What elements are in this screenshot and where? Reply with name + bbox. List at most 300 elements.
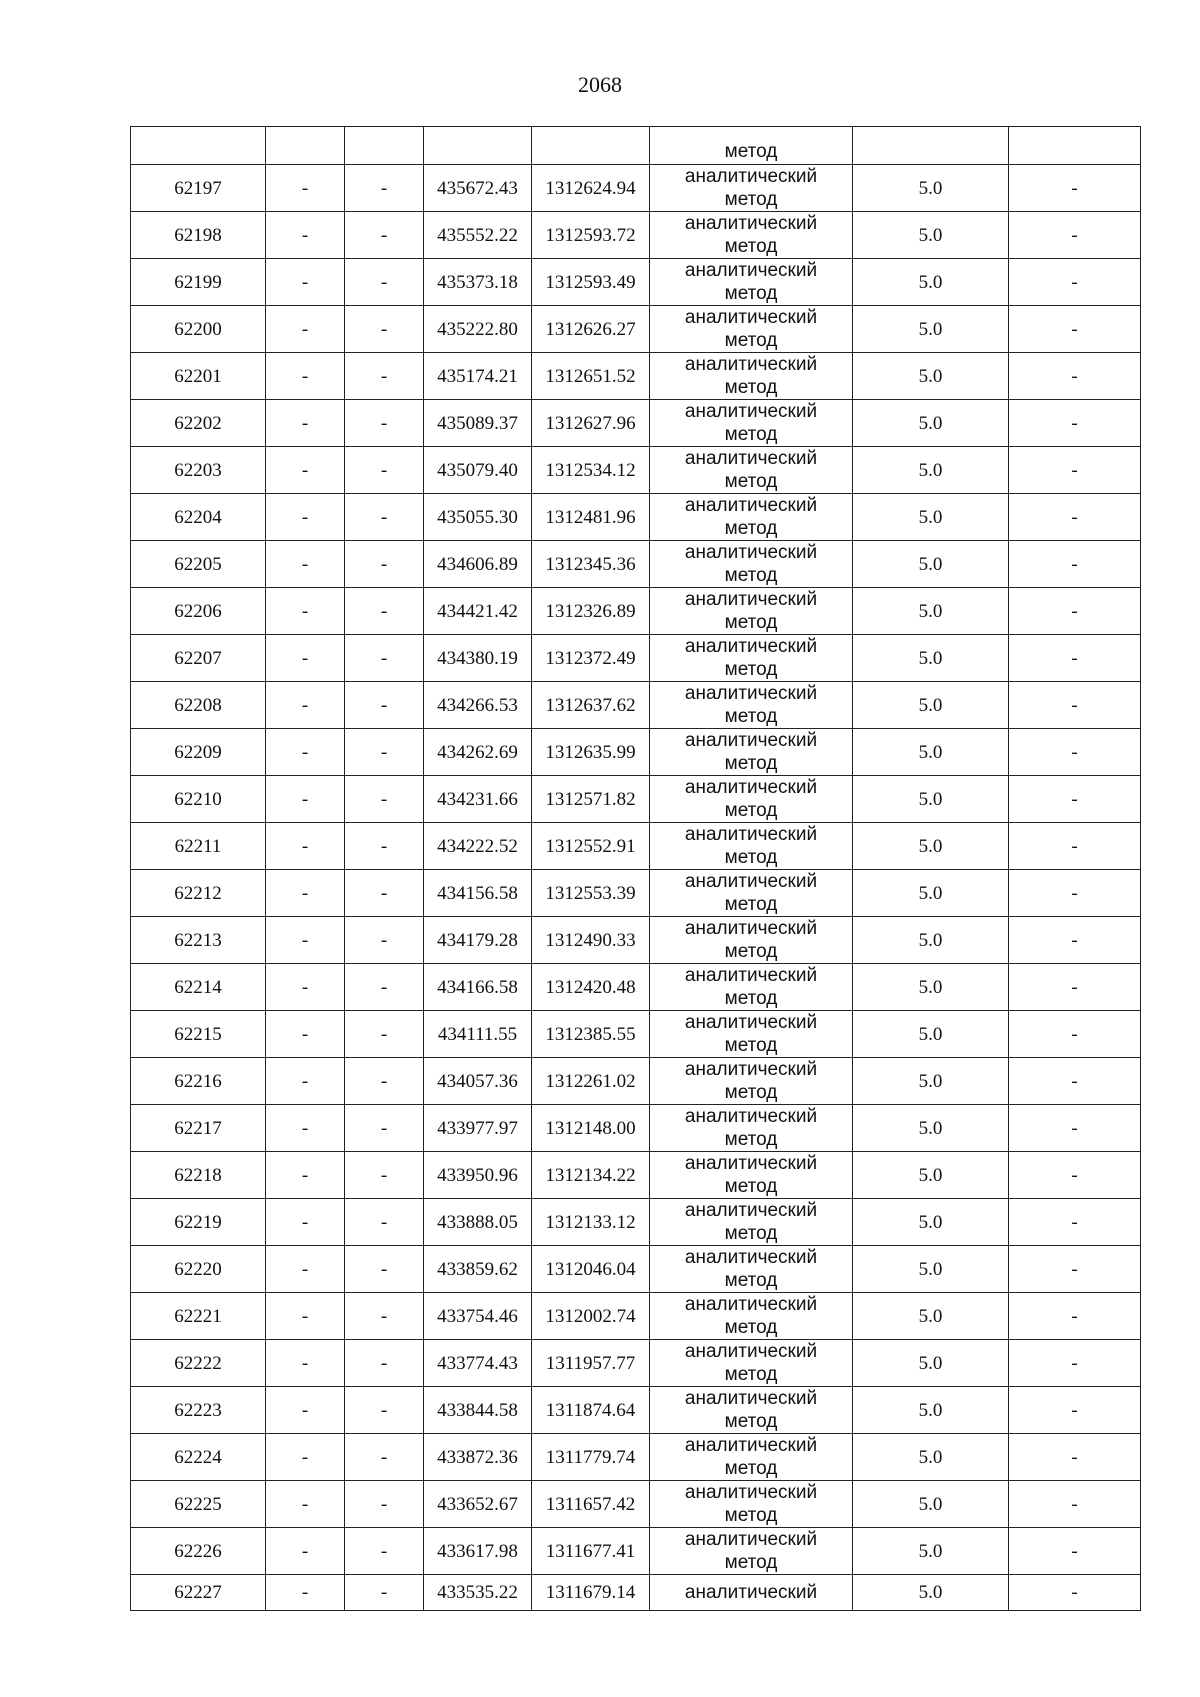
- cell-y: 1312627.96: [532, 400, 650, 447]
- cell-accuracy: 5.0: [853, 1011, 1009, 1058]
- cell-x: 434606.89: [424, 541, 532, 588]
- method-line-2: метод: [724, 800, 778, 821]
- method-line-2: метод: [724, 140, 778, 162]
- cell-col3: -: [345, 1340, 424, 1387]
- table-row: [131, 212, 1141, 259]
- cell-accuracy: 5.0: [853, 212, 1009, 259]
- cell-x: 434111.55: [424, 1011, 532, 1058]
- cell-col2: -: [266, 635, 345, 682]
- cell-x: 435222.80: [424, 306, 532, 353]
- cell-accuracy: 5.0: [853, 1481, 1009, 1528]
- method-line-2: метод: [724, 1176, 778, 1197]
- cell-accuracy: 5.0: [853, 400, 1009, 447]
- cell-col8: -: [1009, 1199, 1141, 1246]
- cell-y: 1312651.52: [532, 353, 650, 400]
- method-line-1: аналитический: [684, 448, 818, 469]
- cell-col3: -: [345, 823, 424, 870]
- cell-x: 433859.62: [424, 1246, 532, 1293]
- cell-col8: -: [1009, 1152, 1141, 1199]
- cell-x: 435552.22: [424, 212, 532, 259]
- table-row: [131, 353, 1141, 400]
- cell-accuracy: 5.0: [853, 165, 1009, 212]
- cell-x: 435174.21: [424, 353, 532, 400]
- table-row: [131, 1105, 1141, 1152]
- cell-col8: -: [1009, 353, 1141, 400]
- table-row: [131, 1434, 1141, 1481]
- cell-col2: -: [266, 917, 345, 964]
- cell-col2: -: [266, 400, 345, 447]
- cell-method: [650, 1246, 853, 1293]
- cell-col8: -: [1009, 1011, 1141, 1058]
- method-line-2: метод: [724, 988, 778, 1009]
- cell-col3: -: [345, 682, 424, 729]
- cell-x: 435079.40: [424, 447, 532, 494]
- cell-x: 434231.66: [424, 776, 532, 823]
- cell-point-id: 62201: [131, 353, 266, 400]
- cell-col3: -: [345, 870, 424, 917]
- cell-point-id: 62202: [131, 400, 266, 447]
- cell-col8: -: [1009, 400, 1141, 447]
- cell-col2: [266, 127, 345, 165]
- cell-y: 1311679.14: [532, 1575, 650, 1611]
- cell-y: 1312593.49: [532, 259, 650, 306]
- cell-col2: -: [266, 212, 345, 259]
- cell-col3: [345, 127, 424, 165]
- table-row: [131, 1528, 1141, 1575]
- cell-y: 1312345.36: [532, 541, 650, 588]
- cell-accuracy: 5.0: [853, 1105, 1009, 1152]
- cell-accuracy: [853, 127, 1009, 165]
- cell-col2: -: [266, 588, 345, 635]
- cell-x: [424, 127, 532, 165]
- cell-col8: -: [1009, 494, 1141, 541]
- cell-accuracy: 5.0: [853, 1058, 1009, 1105]
- cell-accuracy: 5.0: [853, 1152, 1009, 1199]
- cell-col2: -: [266, 494, 345, 541]
- cell-y: 1312552.91: [532, 823, 650, 870]
- cell-x: 434166.58: [424, 964, 532, 1011]
- cell-col2: -: [266, 1199, 345, 1246]
- table-row: [131, 494, 1141, 541]
- cell-point-id: 62214: [131, 964, 266, 1011]
- method-line-2: метод: [724, 659, 778, 680]
- cell-col3: -: [345, 494, 424, 541]
- cell-accuracy: 5.0: [853, 635, 1009, 682]
- cell-x: 434421.42: [424, 588, 532, 635]
- method-line-1: аналитический: [684, 683, 818, 704]
- method-line-1: аналитический: [684, 213, 818, 234]
- cell-col3: -: [345, 212, 424, 259]
- cell-method: [650, 541, 853, 588]
- method-line-1: аналитический: [684, 166, 818, 187]
- cell-col3: -: [345, 447, 424, 494]
- table-row: [131, 776, 1141, 823]
- table-row: [131, 1293, 1141, 1340]
- method-line-2: метод: [724, 847, 778, 868]
- method-line-2: метод: [724, 424, 778, 445]
- cell-col8: -: [1009, 1387, 1141, 1434]
- cell-accuracy: 5.0: [853, 823, 1009, 870]
- table-row: [131, 729, 1141, 776]
- cell-accuracy: 5.0: [853, 1575, 1009, 1611]
- table-row: [131, 1011, 1141, 1058]
- cell-x: 433774.43: [424, 1340, 532, 1387]
- cell-col8: [1009, 127, 1141, 165]
- cell-method: [650, 776, 853, 823]
- cell-y: 1312420.48: [532, 964, 650, 1011]
- cell-point-id: 62208: [131, 682, 266, 729]
- method-line-1: аналитический: [684, 1153, 818, 1174]
- cell-col2: -: [266, 541, 345, 588]
- cell-col2: -: [266, 1387, 345, 1434]
- cell-col2: -: [266, 353, 345, 400]
- method-line-2: метод: [724, 1317, 778, 1338]
- cell-accuracy: 5.0: [853, 1387, 1009, 1434]
- cell-method: [650, 964, 853, 1011]
- cell-col8: -: [1009, 1340, 1141, 1387]
- cell-accuracy: 5.0: [853, 494, 1009, 541]
- cell-accuracy: 5.0: [853, 776, 1009, 823]
- cell-col8: -: [1009, 870, 1141, 917]
- cell-accuracy: 5.0: [853, 682, 1009, 729]
- table-row: [131, 165, 1141, 212]
- cell-y: 1312490.33: [532, 917, 650, 964]
- method-line-2: метод: [724, 283, 778, 304]
- cell-x: 434380.19: [424, 635, 532, 682]
- cell-accuracy: 5.0: [853, 1199, 1009, 1246]
- cell-method: [650, 127, 853, 165]
- method-line-1: аналитический: [684, 824, 818, 845]
- table-row: [131, 1058, 1141, 1105]
- method-line-1: аналитический: [684, 918, 818, 939]
- cell-col8: -: [1009, 1528, 1141, 1575]
- method-line-1: аналитический: [684, 1482, 818, 1503]
- cell-method: [650, 823, 853, 870]
- cell-point-id: 62222: [131, 1340, 266, 1387]
- cell-y: 1312385.55: [532, 1011, 650, 1058]
- cell-col8: -: [1009, 635, 1141, 682]
- cell-method: [650, 1387, 853, 1434]
- cell-col3: -: [345, 400, 424, 447]
- cell-col8: -: [1009, 1481, 1141, 1528]
- cell-col8: -: [1009, 964, 1141, 1011]
- cell-x: 435373.18: [424, 259, 532, 306]
- table-row: [131, 964, 1141, 1011]
- method-line-1: аналитический: [684, 1582, 818, 1603]
- table-row: [131, 400, 1141, 447]
- cell-method: [650, 1058, 853, 1105]
- table-body: [131, 127, 1141, 1611]
- cell-point-id: 62197: [131, 165, 266, 212]
- cell-col8: -: [1009, 1434, 1141, 1481]
- cell-point-id: 62219: [131, 1199, 266, 1246]
- cell-y: 1312534.12: [532, 447, 650, 494]
- cell-col3: -: [345, 1152, 424, 1199]
- cell-col3: -: [345, 776, 424, 823]
- cell-col3: -: [345, 917, 424, 964]
- cell-col3: -: [345, 353, 424, 400]
- cell-method: [650, 1575, 853, 1611]
- cell-col3: -: [345, 541, 424, 588]
- cell-y: 1312261.02: [532, 1058, 650, 1105]
- cell-method: [650, 1293, 853, 1340]
- cell-x: 434262.69: [424, 729, 532, 776]
- table-row: [131, 1246, 1141, 1293]
- cell-col2: -: [266, 1246, 345, 1293]
- cell-point-id: 62200: [131, 306, 266, 353]
- method-line-1: аналитический: [684, 1106, 818, 1127]
- method-line-2: метод: [724, 941, 778, 962]
- table-row: [131, 541, 1141, 588]
- cell-point-id: 62220: [131, 1246, 266, 1293]
- cell-method: [650, 917, 853, 964]
- cell-col3: -: [345, 1293, 424, 1340]
- method-line-1: аналитический: [684, 1012, 818, 1033]
- method-line-1: аналитический: [684, 1059, 818, 1080]
- cell-y: [532, 127, 650, 165]
- cell-col2: -: [266, 1528, 345, 1575]
- cell-col8: -: [1009, 541, 1141, 588]
- cell-method: [650, 729, 853, 776]
- cell-method: [650, 165, 853, 212]
- cell-point-id: [131, 127, 266, 165]
- cell-y: 1312372.49: [532, 635, 650, 682]
- cell-col8: -: [1009, 1246, 1141, 1293]
- cell-method: [650, 1528, 853, 1575]
- method-line-1: аналитический: [684, 965, 818, 986]
- cell-accuracy: 5.0: [853, 259, 1009, 306]
- table-row: [131, 1481, 1141, 1528]
- cell-col3: -: [345, 588, 424, 635]
- method-line-2: метод: [724, 189, 778, 210]
- method-line-1: аналитический: [684, 871, 818, 892]
- cell-method: [650, 353, 853, 400]
- cell-x: 433535.22: [424, 1575, 532, 1611]
- method-line-1: аналитический: [684, 1200, 818, 1221]
- method-line-2: метод: [724, 1458, 778, 1479]
- cell-method: [650, 1434, 853, 1481]
- cell-point-id: 62203: [131, 447, 266, 494]
- method-line-2: метод: [724, 565, 778, 586]
- cell-col3: -: [345, 1058, 424, 1105]
- cell-col3: -: [345, 1011, 424, 1058]
- cell-point-id: 62217: [131, 1105, 266, 1152]
- continued-row: [131, 127, 1141, 165]
- table-row: [131, 823, 1141, 870]
- cell-method: [650, 682, 853, 729]
- cell-col3: -: [345, 635, 424, 682]
- cell-method: [650, 494, 853, 541]
- method-line-1: аналитический: [684, 1435, 818, 1456]
- cell-accuracy: 5.0: [853, 870, 1009, 917]
- cell-method: [650, 447, 853, 494]
- table-row: [131, 447, 1141, 494]
- cell-point-id: 62216: [131, 1058, 266, 1105]
- cell-y: 1312593.72: [532, 212, 650, 259]
- cell-col8: -: [1009, 165, 1141, 212]
- cell-col3: -: [345, 1481, 424, 1528]
- table-row: [131, 259, 1141, 306]
- cell-col8: -: [1009, 259, 1141, 306]
- cell-accuracy: 5.0: [853, 1340, 1009, 1387]
- cell-col3: -: [345, 729, 424, 776]
- method-line-1: аналитический: [684, 1247, 818, 1268]
- cell-col3: -: [345, 165, 424, 212]
- cell-accuracy: 5.0: [853, 1293, 1009, 1340]
- cell-y: 1312148.00: [532, 1105, 650, 1152]
- cell-accuracy: 5.0: [853, 447, 1009, 494]
- cell-col2: -: [266, 1575, 345, 1611]
- cell-point-id: 62206: [131, 588, 266, 635]
- cell-method: [650, 212, 853, 259]
- cell-point-id: 62205: [131, 541, 266, 588]
- method-line-2: метод: [724, 612, 778, 633]
- cell-point-id: 62204: [131, 494, 266, 541]
- cell-x: 434266.53: [424, 682, 532, 729]
- cell-col3: -: [345, 259, 424, 306]
- method-line-2: метод: [724, 753, 778, 774]
- cell-col3: -: [345, 1246, 424, 1293]
- cell-x: 433754.46: [424, 1293, 532, 1340]
- cell-point-id: 62207: [131, 635, 266, 682]
- cell-col3: -: [345, 1575, 424, 1611]
- method-line-1: аналитический: [684, 777, 818, 798]
- cell-y: 1312134.22: [532, 1152, 650, 1199]
- cell-x: 433977.97: [424, 1105, 532, 1152]
- cell-point-id: 62209: [131, 729, 266, 776]
- method-line-1: аналитический: [684, 636, 818, 657]
- cell-method: [650, 1199, 853, 1246]
- cell-col2: -: [266, 1434, 345, 1481]
- cell-col8: -: [1009, 729, 1141, 776]
- cell-col3: -: [345, 1528, 424, 1575]
- method-line-2: метод: [724, 1223, 778, 1244]
- cell-col3: -: [345, 1434, 424, 1481]
- table-row: [131, 870, 1141, 917]
- method-line-1: аналитический: [684, 495, 818, 516]
- cell-y: 1312624.94: [532, 165, 650, 212]
- method-line-1: аналитический: [684, 542, 818, 563]
- cell-col8: -: [1009, 447, 1141, 494]
- cell-point-id: 62199: [131, 259, 266, 306]
- cell-point-id: 62212: [131, 870, 266, 917]
- cell-point-id: 62225: [131, 1481, 266, 1528]
- cell-col8: -: [1009, 682, 1141, 729]
- cell-x: 434222.52: [424, 823, 532, 870]
- method-line-1: аналитический: [684, 1529, 818, 1550]
- cell-col3: -: [345, 1387, 424, 1434]
- cell-col2: -: [266, 1293, 345, 1340]
- cell-y: 1312637.62: [532, 682, 650, 729]
- cell-col2: -: [266, 1011, 345, 1058]
- cell-y: 1312635.99: [532, 729, 650, 776]
- cell-accuracy: 5.0: [853, 1434, 1009, 1481]
- method-line-2: метод: [724, 518, 778, 539]
- cell-y: 1311779.74: [532, 1434, 650, 1481]
- cell-col2: -: [266, 1152, 345, 1199]
- method-line-1: аналитический: [684, 354, 818, 375]
- table-row: [131, 1199, 1141, 1246]
- cell-y: 1311677.41: [532, 1528, 650, 1575]
- cell-y: 1312002.74: [532, 1293, 650, 1340]
- method-line-2: метод: [724, 1364, 778, 1385]
- cell-x: 433872.36: [424, 1434, 532, 1481]
- cell-col3: -: [345, 964, 424, 1011]
- page-number: 2068: [578, 72, 622, 97]
- cell-method: [650, 870, 853, 917]
- method-line-2: метод: [724, 1129, 778, 1150]
- cell-x: 433888.05: [424, 1199, 532, 1246]
- cell-col2: -: [266, 1340, 345, 1387]
- cell-point-id: 62224: [131, 1434, 266, 1481]
- method-line-1: аналитический: [684, 401, 818, 422]
- cell-col2: -: [266, 259, 345, 306]
- method-line-2: метод: [724, 1270, 778, 1291]
- method-line-2: метод: [724, 1505, 778, 1526]
- cell-x: 433950.96: [424, 1152, 532, 1199]
- cell-y: 1312133.12: [532, 1199, 650, 1246]
- cell-point-id: 62198: [131, 212, 266, 259]
- method-line-1: аналитический: [684, 1341, 818, 1362]
- method-line-1: аналитический: [684, 589, 818, 610]
- cell-x: 434057.36: [424, 1058, 532, 1105]
- cell-col2: -: [266, 682, 345, 729]
- cell-method: [650, 1340, 853, 1387]
- table-row: [131, 917, 1141, 964]
- method-line-2: метод: [724, 1411, 778, 1432]
- method-line-2: метод: [724, 706, 778, 727]
- cell-col2: -: [266, 964, 345, 1011]
- cell-col8: -: [1009, 1575, 1141, 1611]
- cell-col2: -: [266, 1481, 345, 1528]
- cell-y: 1312571.82: [532, 776, 650, 823]
- method-line-2: метод: [724, 377, 778, 398]
- cell-col3: -: [345, 1199, 424, 1246]
- cell-accuracy: 5.0: [853, 1528, 1009, 1575]
- cell-col2: -: [266, 306, 345, 353]
- method-line-2: метод: [724, 1082, 778, 1103]
- cell-x: 434156.58: [424, 870, 532, 917]
- table-row: [131, 1387, 1141, 1434]
- cell-col2: -: [266, 776, 345, 823]
- cell-method: [650, 306, 853, 353]
- cell-y: 1312553.39: [532, 870, 650, 917]
- cell-col2: -: [266, 165, 345, 212]
- cell-accuracy: 5.0: [853, 1246, 1009, 1293]
- cell-y: 1311657.42: [532, 1481, 650, 1528]
- cell-col2: -: [266, 1105, 345, 1152]
- cell-col8: -: [1009, 823, 1141, 870]
- table-row: [131, 1152, 1141, 1199]
- cell-point-id: 62223: [131, 1387, 266, 1434]
- cell-col2: -: [266, 447, 345, 494]
- cell-point-id: 62221: [131, 1293, 266, 1340]
- cell-col8: -: [1009, 917, 1141, 964]
- cell-x: 433844.58: [424, 1387, 532, 1434]
- table-row: [131, 635, 1141, 682]
- cell-point-id: 62215: [131, 1011, 266, 1058]
- cell-col3: -: [345, 1105, 424, 1152]
- cell-y: 1311874.64: [532, 1387, 650, 1434]
- cell-accuracy: 5.0: [853, 964, 1009, 1011]
- cell-y: 1312626.27: [532, 306, 650, 353]
- cell-point-id: 62211: [131, 823, 266, 870]
- cell-y: 1311957.77: [532, 1340, 650, 1387]
- cell-method: [650, 1105, 853, 1152]
- cell-method: [650, 400, 853, 447]
- method-line-1: аналитический: [684, 1294, 818, 1315]
- cell-accuracy: 5.0: [853, 917, 1009, 964]
